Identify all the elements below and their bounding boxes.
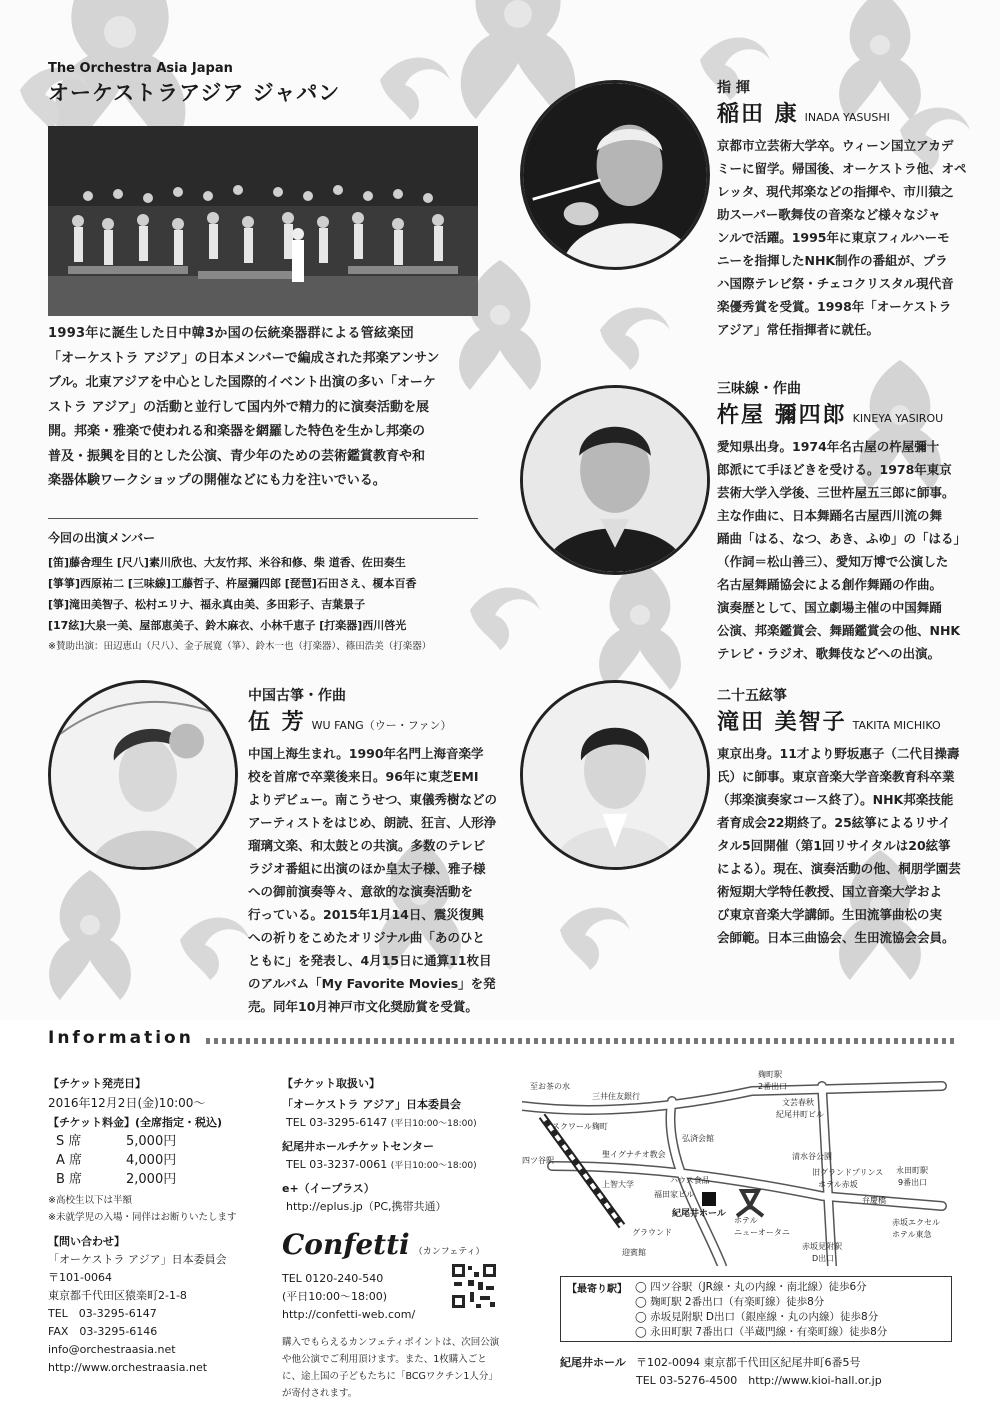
bio-line: 校を首席で卒業後来日。96年に東芝EMI bbox=[248, 769, 479, 784]
stations-heading: 【最寄り駅】 bbox=[567, 1284, 627, 1295]
portrait-wufang bbox=[48, 680, 238, 870]
bio-line: （邦楽演奏家コース終了）。NHK邦楽技能 bbox=[717, 792, 954, 807]
hall-address-row: 紀尾井ホール 〒102-0094 東京都千代田区紀尾井町6番5号 bbox=[560, 1356, 861, 1369]
confetti-note: に、途上国の子どもたちに「BCGワクチン1人分」 bbox=[282, 1371, 498, 1382]
performer-inada bbox=[717, 77, 987, 341]
bio-line: 楽優秀賞を受賞。1998年「オーケストラ bbox=[717, 299, 952, 314]
intro-paragraph bbox=[48, 322, 480, 494]
map-label: 弘済会館 bbox=[682, 1134, 714, 1143]
portrait-takita bbox=[520, 680, 710, 870]
ticket-note: ※高校生以下は半額 bbox=[48, 1195, 132, 1206]
members-line: [箏]滝田美智子、松村エリナ、福永真由美、多田彩子、吉葉景子 bbox=[48, 598, 366, 611]
bio-line: テレビ・ラジオ、歌舞伎などへの出演。 bbox=[717, 646, 941, 661]
map-label: スクワール麹町 bbox=[552, 1122, 608, 1131]
role-label: 中国古箏・作曲 bbox=[248, 688, 346, 704]
ticket-note: ※未就学児の入場・同伴はお断りいたします bbox=[48, 1212, 237, 1223]
info-col-sellers bbox=[282, 1074, 512, 1402]
bio-line: のアルバム「My Favorite Movies」を発 bbox=[248, 976, 496, 991]
bio-line: 助スーパー歌舞伎の音楽など様々なジャ bbox=[717, 207, 941, 222]
map-label: ホテル赤坂 bbox=[818, 1180, 858, 1189]
performer-name: 伍 芳 WU FANG（ウー・ファン） bbox=[248, 710, 452, 735]
performer-name: 稲田 康 INADA YASUSHI bbox=[717, 102, 890, 127]
stations-box bbox=[560, 1276, 952, 1342]
map-label: グラウンド bbox=[632, 1228, 672, 1237]
jp-title: オーケストラアジア ジャパン bbox=[48, 81, 341, 105]
performer-wufang bbox=[248, 685, 518, 1018]
seat-row: S 席 5,000円 bbox=[56, 1134, 177, 1149]
group-photo bbox=[48, 126, 478, 316]
bio bbox=[717, 435, 987, 665]
intro-line: ストラ アジア」の活動と並行して国内外で精力的に演奏活動を展 bbox=[48, 399, 430, 415]
bio-line: アジア」常任指揮者に就任。 bbox=[717, 322, 880, 337]
intro-line: 楽器体験ワークショップの開催などにも力を注いでいる。 bbox=[48, 473, 386, 488]
portrait-kineya bbox=[520, 385, 710, 575]
performer-name: 滝田 美智子 TAKITA MICHIKO bbox=[717, 710, 941, 735]
bio-line: による）。現在、演奏活動の他、桐朋学園芸 bbox=[717, 861, 961, 876]
bio-line: 名古屋舞踊協会による創作舞踊の作曲。 bbox=[717, 577, 943, 592]
map-label: ホテル bbox=[734, 1216, 758, 1225]
map-label: 赤坂エクセル bbox=[892, 1218, 940, 1227]
members-line: [笛]藤舎理生 [尺八]素川欣也、大友竹邦、米谷和修、柴 道香、佐田奏生 bbox=[48, 556, 406, 569]
map-label: 紀尾井町ビル bbox=[776, 1110, 824, 1119]
bio-line: よりデビュー。南こうせつ、東儀秀樹などの bbox=[248, 792, 498, 807]
bio-line: 公演、邦楽鑑賞会、舞踊鑑賞会の他、NHK bbox=[717, 623, 961, 638]
map-label: 至お茶の水 bbox=[530, 1082, 570, 1091]
bio-line: ニーを指揮したNHK制作の番組が、プラ bbox=[717, 253, 948, 268]
info-col-ticket bbox=[48, 1074, 268, 1377]
contact-heading: 【問い合わせ】 bbox=[48, 1235, 125, 1248]
seller-name: 紀尾井ホールチケットセンター bbox=[282, 1140, 435, 1153]
qr-code-icon bbox=[450, 1262, 498, 1310]
contact-line: 〒101-0064 bbox=[48, 1271, 112, 1284]
bio-line: 主な作曲に、日本舞踊名古屋西川流の舞 bbox=[717, 508, 943, 523]
bio-line: ともに」を発表し、4月15日に通算11枚目 bbox=[248, 953, 492, 968]
map-label: 四ツ谷駅 bbox=[522, 1156, 554, 1165]
access-map bbox=[522, 1066, 950, 1266]
bio-line: 愛知県出身。1974年名古屋の杵屋彌十 bbox=[717, 439, 940, 454]
bio-line: 郎派にて手ほどきを受ける。1978年東京 bbox=[717, 462, 952, 477]
map-label: 2番出口 bbox=[758, 1082, 788, 1091]
performer-romaji: WU FANG（ウー・ファン） bbox=[311, 719, 452, 732]
bio-line: タル5回開催（第1回リサイタルは20絃箏 bbox=[717, 838, 951, 853]
hall-tel[interactable]: TEL 03-5276-4500 http://www.kioi-hall.or.jp bbox=[636, 1374, 882, 1387]
map-label: 聖イグナチオ教会 bbox=[602, 1150, 666, 1159]
seller-name: e+（イープラス） bbox=[282, 1182, 375, 1195]
seller-tel: TEL 03-3295-6147 (平日10:00〜18:00) bbox=[286, 1116, 477, 1129]
confetti-url[interactable]: http://confetti-web.com/ bbox=[282, 1308, 416, 1321]
bio-line: 者育成会22期終了。25絃箏によるリサイ bbox=[717, 815, 951, 830]
sale-heading: 【チケット発売日】 bbox=[48, 1077, 147, 1090]
performer-romaji: INADA YASUSHI bbox=[804, 111, 890, 124]
hall-info bbox=[560, 1354, 960, 1390]
members-section bbox=[48, 528, 488, 657]
confetti-logo: Confetti （カンフェティ） bbox=[282, 1228, 485, 1261]
seat-row: A 席 4,000円 bbox=[56, 1153, 177, 1168]
performer-kineya bbox=[717, 378, 987, 665]
station-item: ◯ 永田町駅 7番出口（半蔵門線・有楽町線）徒歩8分 bbox=[635, 1326, 888, 1338]
station-item: ◯ 四ツ谷駅（JR線・丸の内線・南北線）徒歩6分 bbox=[635, 1281, 867, 1293]
header bbox=[48, 60, 340, 108]
contact-line: 東京都千代田区猿楽町2-1-8 bbox=[48, 1289, 187, 1302]
bio-line: （作詞＝松山善三）、愛知万博で公演した bbox=[717, 554, 949, 569]
map-label: 福田家ビル bbox=[654, 1190, 694, 1199]
seller-url[interactable]: http://eplus.jp（PC,携帯共通） bbox=[286, 1200, 447, 1213]
station-item: ◯ 赤坂見附駅 D出口（銀座線・丸の内線）徒歩8分 bbox=[635, 1311, 879, 1323]
confetti-hours: (平日10:00〜18:00) bbox=[282, 1290, 387, 1303]
handle-heading: 【チケット取扱い】 bbox=[282, 1077, 381, 1090]
bio-line: 売。同年10月神戸市文化奨励賞を受賞。 bbox=[248, 999, 478, 1014]
members-line: [17絃]大泉一美、屋部恵美子、鈴木麻衣、小林千恵子 [打楽器]西川啓光 bbox=[48, 619, 407, 632]
wavy-rule bbox=[198, 1038, 958, 1044]
bio-line: 行っている。2015年1月14日、震災復興 bbox=[248, 907, 484, 922]
bio-line: ハ国際テレビ祭・チェコクリスタル現代音 bbox=[717, 276, 954, 291]
confetti-note: や他公演でご利用頂けます。また、1枚購入ごと bbox=[282, 1354, 487, 1365]
intro-line: 1993年に誕生した日中韓3か国の伝統楽器群による管絃楽団 bbox=[48, 326, 414, 341]
bio-line: ンルで活躍。1995年に東京フィルハーモ bbox=[717, 230, 950, 245]
bio-line: 会師範。日本三曲協会、生田流協会会員。 bbox=[717, 930, 955, 945]
map-label: ニューオータニ bbox=[734, 1228, 790, 1237]
contact-line: FAX 03-3295-6146 bbox=[48, 1325, 158, 1338]
members-line: [箏箏]西原祐二 [三味線]工藤哲子、杵屋彌四郎 [琵琶]石田さえ、榎本百香 bbox=[48, 577, 417, 590]
map-label: 9番出口 bbox=[898, 1178, 928, 1187]
map-label: 紀尾井ホール bbox=[672, 1209, 726, 1219]
bio-line: 瑠璃文楽、和太鼓との共演。多数のテレビ bbox=[248, 838, 486, 853]
bio-line: ラジオ番組に出演のほか皇太子様、雅子様 bbox=[248, 861, 486, 876]
bio-line: アーティストをはじめ、朗読、狂言、人形浄 bbox=[248, 815, 497, 830]
divider bbox=[48, 518, 478, 519]
map-label: ホテル東急 bbox=[892, 1230, 932, 1239]
map-label: D出口 bbox=[812, 1254, 835, 1263]
intro-line: ブル。北東アジアを中心とした国際的イベント出演の多い「オーケ bbox=[48, 375, 436, 390]
sale-date: 2016年12月2日(金)10:00〜 bbox=[48, 1096, 206, 1110]
performer-takita bbox=[717, 685, 987, 949]
bio-line: への祈りをこめたオリジナル曲「あのひと bbox=[248, 930, 485, 945]
bio-line: レッタ、現代邦楽などの指揮や、市川猿之 bbox=[717, 184, 954, 199]
performer-romaji: KINEYA YASIROU bbox=[852, 412, 944, 425]
map-label: 永田町駅 bbox=[896, 1166, 928, 1175]
en-title: The Orchestra Asia Japan bbox=[48, 61, 233, 76]
contact-email[interactable]: info@orchestraasia.net bbox=[48, 1343, 176, 1356]
map-label: 麹町駅 bbox=[758, 1070, 782, 1079]
stations-list bbox=[635, 1280, 945, 1340]
map-label: 文芸春秋 bbox=[782, 1098, 814, 1107]
seller-tel: TEL 03-3237-0061 (平日10:00〜18:00) bbox=[286, 1158, 477, 1171]
bio-line: 踊曲「はる、なつ、あき、ふゆ」の「はる」 bbox=[717, 531, 967, 546]
map-label: 上智大学 bbox=[602, 1180, 634, 1189]
confetti-note: が寄付されます。 bbox=[282, 1388, 358, 1399]
bio bbox=[717, 134, 987, 341]
bio-line: ミーに留学。帰国後、オーケストラ他、オペ bbox=[717, 161, 967, 176]
bio-line: 氏）に師事。東京音楽大学音楽教育科卒業 bbox=[717, 769, 955, 784]
map-label: 旧グランドプリンス bbox=[812, 1168, 884, 1177]
performer-name: 杵屋 彌四郎 KINEYA YASIROU bbox=[717, 403, 944, 428]
station-item: ◯ 麹町駅 2番出口（有楽町線）徒歩8分 bbox=[635, 1296, 825, 1308]
intro-line: 普及・振興を目的とした公演、青少年のための芸術鑑賞教育や和 bbox=[48, 448, 426, 464]
confetti-tel: TEL 0120-240-540 bbox=[282, 1272, 384, 1285]
contact-line: TEL 03-3295-6147 bbox=[48, 1307, 157, 1320]
bio-line: 芸術大学入学後、三世杵屋五三郎に師事。 bbox=[717, 485, 955, 500]
bio bbox=[248, 742, 518, 1018]
bio-line: 東京出身。11才より野坂惠子（二代目操壽 bbox=[717, 746, 960, 761]
contact-url[interactable]: http://www.orchestraasia.net bbox=[48, 1361, 208, 1374]
role-label: 二十五絃箏 bbox=[717, 688, 787, 704]
bio bbox=[717, 742, 987, 949]
portrait-inada bbox=[520, 80, 710, 270]
bio-line: 術短期大学特任教授、国立音楽大学およ bbox=[717, 884, 943, 899]
information-heading: Information bbox=[48, 1028, 958, 1052]
price-heading: 【チケット料金】(全席指定・税込) bbox=[48, 1116, 223, 1129]
members-note: ※賛助出演：田辺恵山（尺八）、金子展寛（箏）、鈴木一也（打楽器）、篠田浩美（打楽器） bbox=[48, 641, 432, 652]
intro-line: 「オーケストラ アジア」の日本メンバーで編成された邦楽アンサン bbox=[48, 350, 440, 366]
map-label: 三井住友銀行 bbox=[592, 1092, 640, 1101]
bio-line: 中国上海生まれ。1990年名門上海音楽学 bbox=[248, 746, 484, 761]
intro-line: 開。邦楽・雅楽で使われる和楽器を網羅した特色を生かし邦楽の bbox=[48, 424, 426, 439]
bio-line: び東京音楽大学講師。生田流箏曲松の実 bbox=[717, 907, 943, 922]
bio-line: 演奏歴として、国立劇場主催の中国舞踊 bbox=[717, 600, 942, 615]
map-label: ハウス食品 bbox=[670, 1176, 710, 1185]
role-label: 三味線・作曲 bbox=[717, 381, 801, 397]
map-label: 赤坂見附駅 bbox=[802, 1242, 842, 1251]
map-label: 清水谷公園 bbox=[792, 1152, 832, 1161]
map-label: 迎賓館 bbox=[622, 1248, 646, 1257]
performer-romaji: TAKITA MICHIKO bbox=[852, 719, 941, 732]
members-title: 今回の出演メンバー bbox=[48, 531, 156, 545]
bio-line: 京都市立芸術大学卒。ウィーン国立アカデ bbox=[717, 138, 954, 153]
bio-line: への御前演奏等々、意欲的な演奏活動を bbox=[248, 884, 474, 899]
map-label: 弁慶橋 bbox=[862, 1196, 886, 1205]
contact-line: 「オーケストラ アジア」日本委員会 bbox=[48, 1253, 227, 1266]
seller-name: 「オーケストラ アジア」日本委員会 bbox=[282, 1098, 461, 1111]
confetti-note: 購入でもらえるカンフェティポイントは、次回公演 bbox=[282, 1337, 500, 1348]
role-label: 指 揮 bbox=[717, 80, 750, 96]
seat-row: B 席 2,000円 bbox=[56, 1172, 177, 1187]
